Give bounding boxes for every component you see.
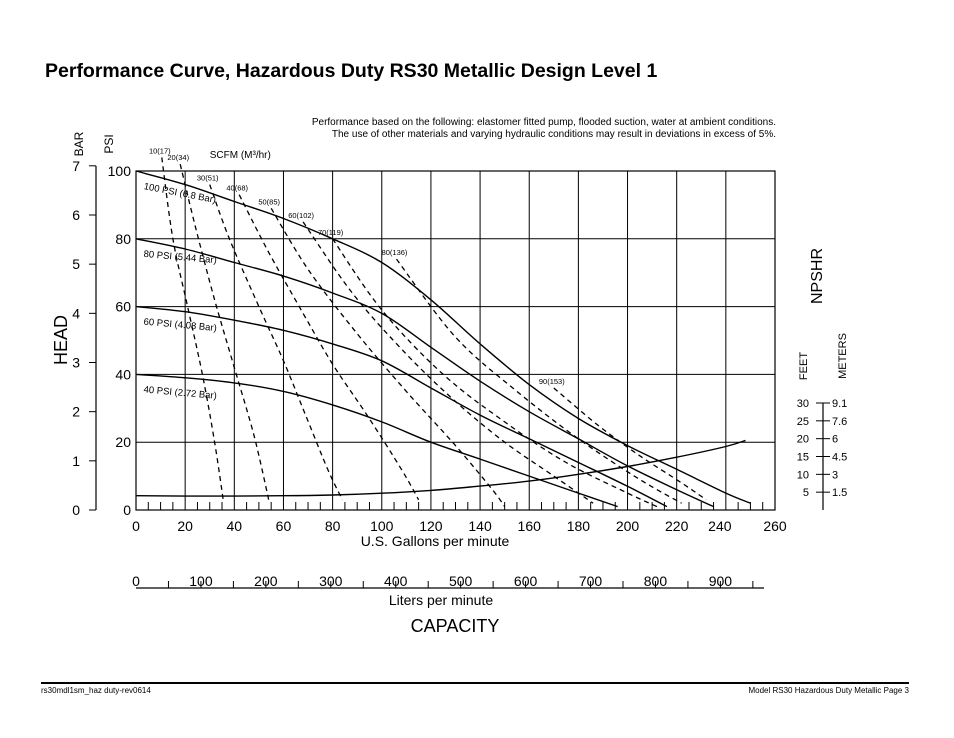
x-tick-label-0: 0 — [132, 518, 140, 534]
scfm-label-70-119: 70(119) — [317, 227, 344, 237]
x-tick-label-120: 120 — [419, 518, 443, 534]
bar-tick-label-1: 1 — [72, 452, 80, 469]
footer-divider — [41, 682, 909, 684]
npshr-meters-label-4.5: 4.5 — [832, 451, 848, 464]
liters-tick-label-600: 600 — [513, 573, 538, 589]
psi-tick-label-60: 60 — [115, 298, 131, 315]
scfm-header: SCFM (M³/hr) — [209, 150, 271, 161]
x-tick-label-260: 260 — [763, 518, 787, 534]
performance-note-line2: The use of other materials and varying hydraulic conditions may result in deviations in excess of 5%. — [331, 129, 776, 140]
npshr-meters-label-7.6: 7.6 — [832, 415, 848, 428]
bar-axis-label: BAR — [72, 131, 86, 157]
x-tick-label-140: 140 — [468, 518, 492, 534]
liters-tick-label-0: 0 — [132, 573, 140, 589]
npshr-feet-label-15: 15 — [796, 451, 809, 464]
footer-left: rs30mdl1sm_haz duty-rev0614 — [41, 686, 151, 695]
x-tick-label-180: 180 — [566, 518, 591, 534]
x-tick-label-220: 220 — [665, 518, 689, 534]
scfm-label-90-153: 90(153) — [538, 376, 565, 386]
liters-tick-label-900: 900 — [708, 573, 733, 589]
pressure-label-40-psi-2-72-bar: 40 PSI (2.72 Bar) — [143, 384, 218, 402]
bar-tick-label-4: 4 — [72, 305, 80, 322]
psi-tick-label-40: 40 — [115, 366, 131, 383]
x-tick-label-80: 80 — [324, 518, 341, 534]
capacity-label: CAPACITY — [410, 616, 500, 636]
npshr-meters-label-3: 3 — [832, 469, 839, 482]
scfm-label-50-85: 50(85) — [258, 197, 281, 207]
liters-tick-label-800: 800 — [643, 573, 668, 589]
feet-axis-label: FEET — [798, 351, 810, 381]
liters-tick-label-100: 100 — [189, 573, 213, 589]
pressure-curve-100-psi-6-8-bar — [136, 171, 750, 503]
pressure-label-60-psi-4-08-bar: 60 PSI (4.08 Bar) — [143, 316, 218, 334]
scfm-label-80-136: 80(136) — [381, 248, 408, 258]
liters-tick-label-500: 500 — [448, 573, 473, 589]
npshr-curve — [136, 440, 746, 496]
meters-axis-label: METERS — [837, 333, 849, 379]
x-tick-label-240: 240 — [708, 518, 732, 534]
liters-tick-label-200: 200 — [254, 573, 278, 589]
npshr-meters-label-9.1: 9.1 — [832, 398, 848, 410]
npshr-feet-label-30: 30 — [796, 398, 809, 410]
npshr-feet-label-25: 25 — [796, 415, 809, 428]
head-axis-label: HEAD — [51, 314, 71, 366]
x-tick-label-100: 100 — [370, 518, 394, 534]
liters-axis-label: Liters per minute — [388, 592, 494, 608]
npshr-feet-label-10: 10 — [796, 469, 809, 482]
npshr-meters-label-1.5: 1.5 — [832, 487, 848, 500]
bar-tick-label-2: 2 — [72, 403, 80, 420]
plot-frame — [136, 171, 775, 510]
footer-right: Model RS30 Hazardous Duty Metallic Page 3 — [748, 686, 909, 695]
liters-tick-label-300: 300 — [319, 573, 343, 589]
liters-tick-label-400: 400 — [384, 573, 408, 589]
pressure-curve-60-psi-4-08-bar — [136, 307, 667, 507]
scfm-curve-40-68 — [239, 195, 418, 500]
scfm-label-60-102: 60(102) — [288, 210, 315, 220]
npshr-feet-label-5: 5 — [802, 487, 809, 500]
npshr-axis-label: NPSHR — [809, 247, 826, 305]
scfm-label-20-34: 20(34) — [167, 153, 190, 163]
bar-tick-label-3: 3 — [72, 354, 80, 371]
psi-tick-label-0: 0 — [123, 502, 131, 518]
liters-tick-label-700: 700 — [578, 573, 603, 589]
npshr-meters-label-6: 6 — [832, 433, 839, 446]
pressure-label-100-psi-6-8-bar: 100 PSI (6.8 Bar) — [142, 181, 217, 206]
scfm-curve-90-153 — [554, 388, 706, 500]
bar-tick-label-5: 5 — [72, 256, 80, 273]
bar-tick-label-0: 0 — [72, 502, 80, 518]
bar-tick-label-7: 7 — [72, 157, 80, 174]
performance-note-line1: Performance based on the following: elastomer fitted pump, flooded suction, water at ambient conditions. — [311, 117, 776, 128]
psi-axis-label: PSI — [102, 134, 116, 154]
psi-tick-label-100: 100 — [107, 163, 131, 179]
scfm-label-30-51: 30(51) — [196, 173, 219, 183]
scfm-label-40-68: 40(68) — [226, 183, 249, 193]
psi-tick-label-20: 20 — [115, 434, 131, 451]
scfm-label-10-17: 10(17) — [148, 146, 171, 156]
x-tick-label-40: 40 — [226, 518, 243, 534]
x-tick-label-20: 20 — [177, 518, 193, 534]
scfm-curve-60-102 — [303, 222, 593, 503]
npshr-feet-label-20: 20 — [796, 433, 809, 446]
page-title: Performance Curve, Hazardous Duty RS30 Metallic Design Level 1 — [45, 60, 658, 82]
psi-tick-label-80: 80 — [115, 230, 131, 247]
bar-tick-label-6: 6 — [72, 206, 80, 223]
x-axis-label: U.S. Gallons per minute — [360, 533, 510, 549]
x-tick-label-200: 200 — [615, 518, 640, 534]
pressure-label-80-psi-5-44-bar: 80 PSI (5.44 Bar) — [143, 248, 218, 267]
x-tick-label-60: 60 — [275, 518, 292, 534]
scfm-curve-70-119 — [333, 239, 657, 507]
x-tick-label-160: 160 — [517, 518, 541, 534]
